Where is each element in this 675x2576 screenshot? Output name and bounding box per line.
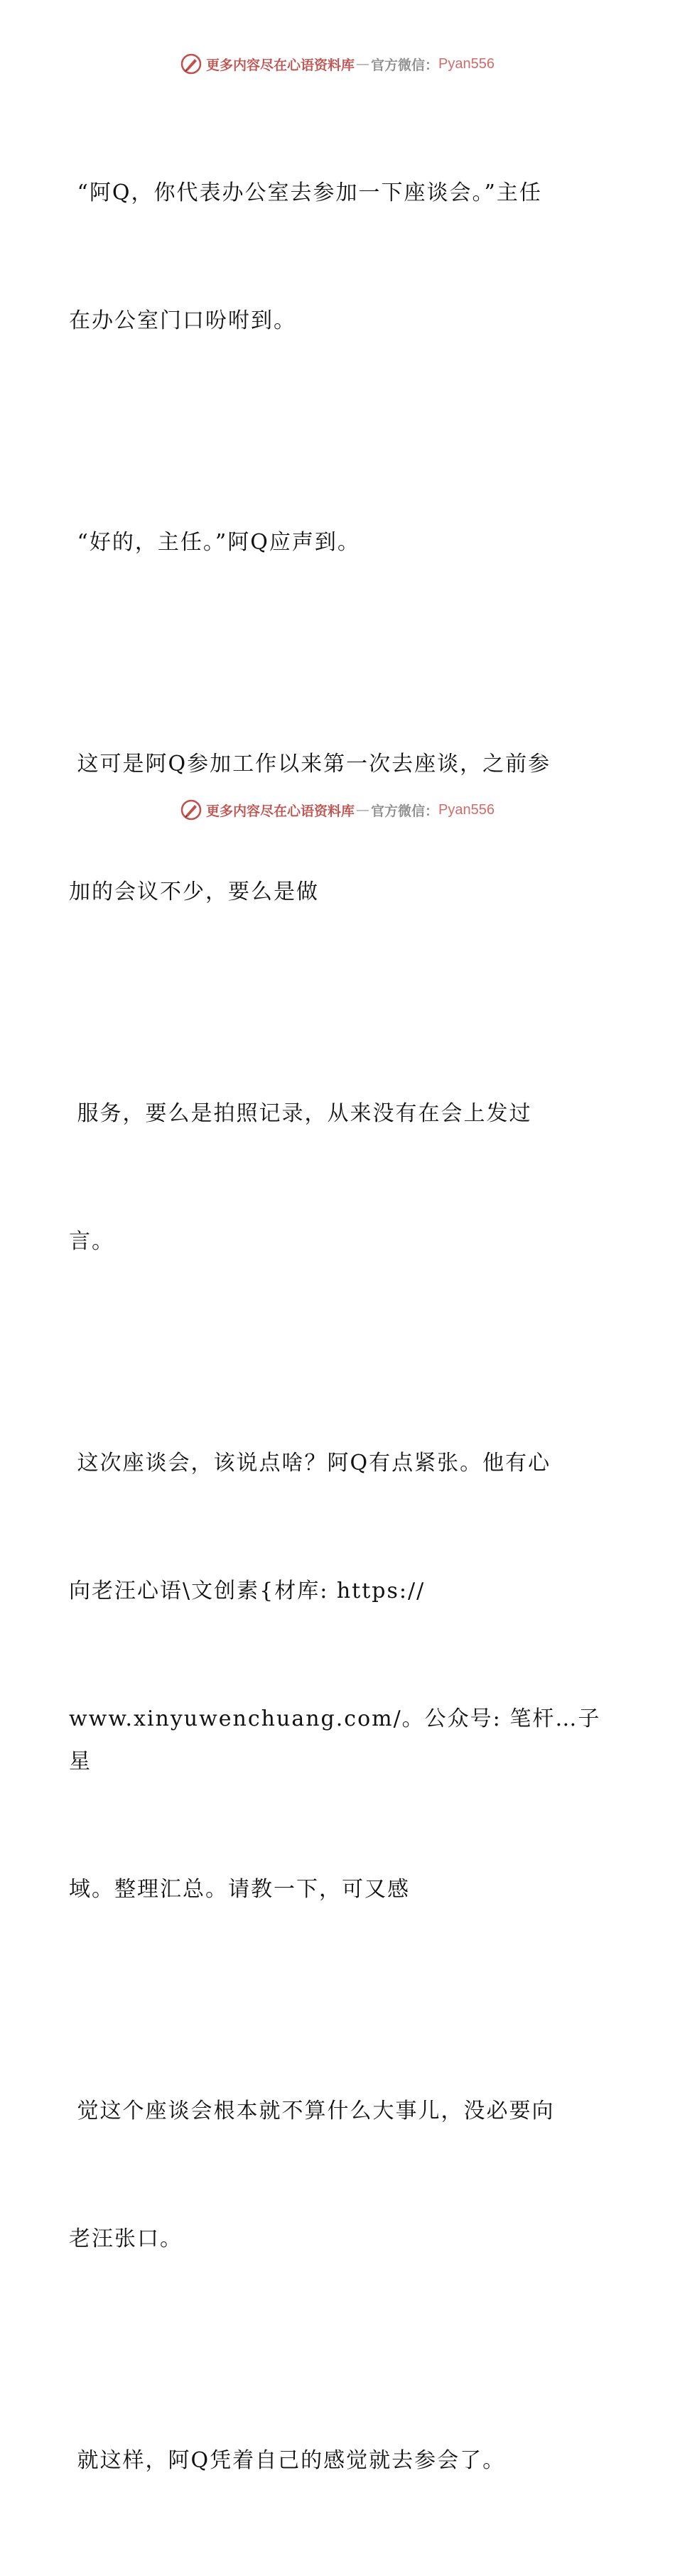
text-line: 服务，要么是拍照记录，从来没有在会上发过 [69,1101,532,1126]
header-official-label: 官方微信： [371,57,439,73]
document-body [69,87,609,2576]
header-wechat-id: Pyan556 [438,55,495,72]
paragraph [69,2005,609,2346]
paragraph [69,87,609,428]
footer-official-label: 官方微信： [371,803,439,819]
pen-logo-icon [180,53,202,75]
text-line: www.xinyuwenchuang.com/。公众号: 笔杆…子星 [69,1706,601,1774]
text-line: 言。 [69,1229,114,1254]
text-line: 加的会议不少，要么是做 [69,880,319,904]
paragraph [69,2354,609,2567]
text-line: 老汪张口。 [69,2226,183,2251]
footer-banner [0,796,675,824]
footer-brand-text: 更多内容尽在心语资料库 [206,803,355,819]
footer-wechat-id: Pyan556 [438,801,495,818]
text-line: “阿Q，你代表办公室去参加一下座谈会。”主任 [69,180,542,205]
header-dash: — [356,56,370,72]
text-line: 这次座谈会，该说点啥？阿Q有点紧张。他有心 [69,1451,551,1476]
header-banner [0,50,675,78]
text-line: 在办公室门口吩咐到。 [69,308,296,333]
text-line: “好的，主任。”阿Q应声到。 [69,530,360,555]
paragraph [69,1357,609,1996]
footer-dash: — [356,802,370,818]
text-line: 觉这个座谈会根本就不算什么大事儿，没必要向 [69,2099,555,2123]
header-brand-text: 更多内容尽在心语资料库 [206,57,355,73]
paragraph [69,658,609,999]
pen-logo-icon [180,799,202,821]
paragraph [69,1007,609,1348]
text-line: 这可是阿Q参加工作以来第一次去座谈，之前参 [69,752,551,776]
text-line: 就这样，阿Q凭着自己的感觉就去参会了。 [69,2448,506,2473]
text-line: 向老汪心语\文创素{材库: https:// [69,1579,426,1603]
text-line: 域。整理汇总。请教一下，可又感 [69,1877,410,1902]
paragraph [69,436,609,649]
